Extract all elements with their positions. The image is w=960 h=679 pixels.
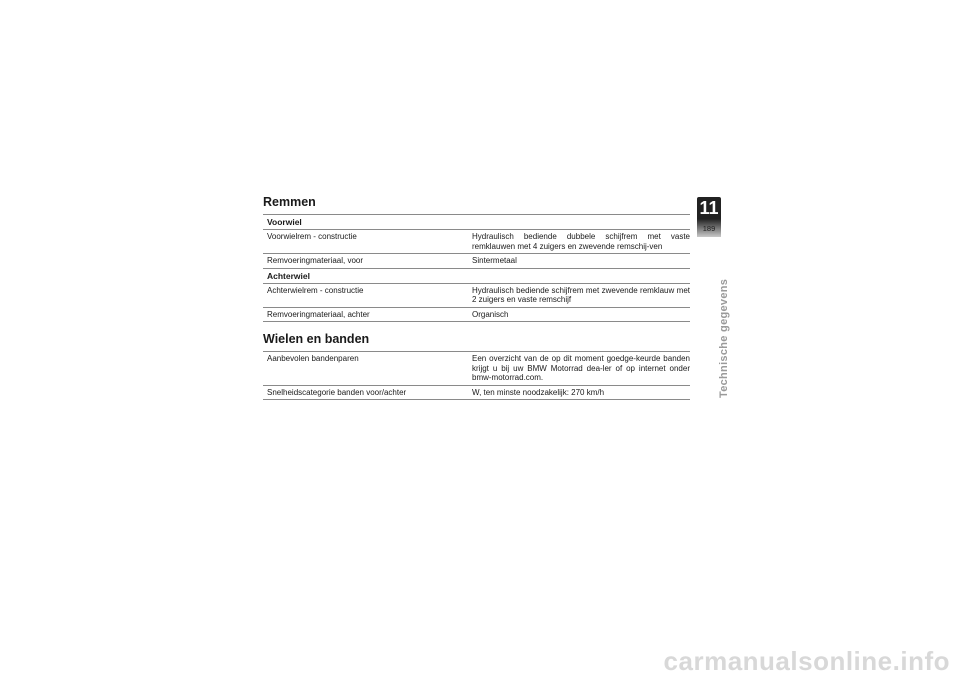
wheels-table xyxy=(263,351,690,400)
chapter-number: 11 xyxy=(699,198,719,218)
row-label: Voorwielrem - constructie xyxy=(267,232,357,241)
page-number: 189 xyxy=(702,224,716,233)
subhead-rear-wheel: Achterwiel xyxy=(267,270,310,281)
section-title-brakes: Remmen xyxy=(263,195,316,209)
table-row xyxy=(263,254,690,269)
row-value: Een overzicht van de op dit moment goedge-keurde banden krijgt u bij uw BMW Motorrad dea-ler of op internet onder bmw-motorrad.com. xyxy=(472,354,690,382)
table-row xyxy=(263,386,690,401)
row-label: Snelheidscategorie banden voor/achter xyxy=(267,387,407,397)
row-label: Remvoeringmateriaal, voor xyxy=(267,256,364,265)
row-value: Hydraulisch bediende schijfrem met zwevende remklauw met 2 zuigers en vaste remschijf xyxy=(472,285,690,304)
chapter-side-label: Technische gegevens xyxy=(718,278,730,398)
row-value: Hydraulisch bediende dubbele schijfrem met vaste remklauwen met 4 zuigers en zwevende remschij-ven xyxy=(472,232,690,251)
row-label: Achterwielrem - constructie xyxy=(267,285,364,295)
page-content xyxy=(263,194,690,400)
row-value: W, ten minste noodzakelijk: 270 km/h xyxy=(472,387,605,397)
table-row xyxy=(263,308,690,323)
section-title-wheels: Wielen en banden xyxy=(263,332,370,346)
row-value: Sintermetaal xyxy=(472,256,517,265)
row-value: Organisch xyxy=(472,309,509,319)
table-row xyxy=(263,230,690,254)
chapter-tab xyxy=(697,197,721,237)
brakes-table xyxy=(263,214,690,322)
subhead-front-wheel: Voorwiel xyxy=(267,217,302,227)
watermark: carmanualsonline.info xyxy=(663,646,950,676)
table-row xyxy=(263,284,690,308)
row-label: Aanbevolen bandenparen xyxy=(267,354,359,363)
table-row xyxy=(263,352,690,386)
row-label: Remvoeringmateriaal, achter xyxy=(267,309,370,319)
